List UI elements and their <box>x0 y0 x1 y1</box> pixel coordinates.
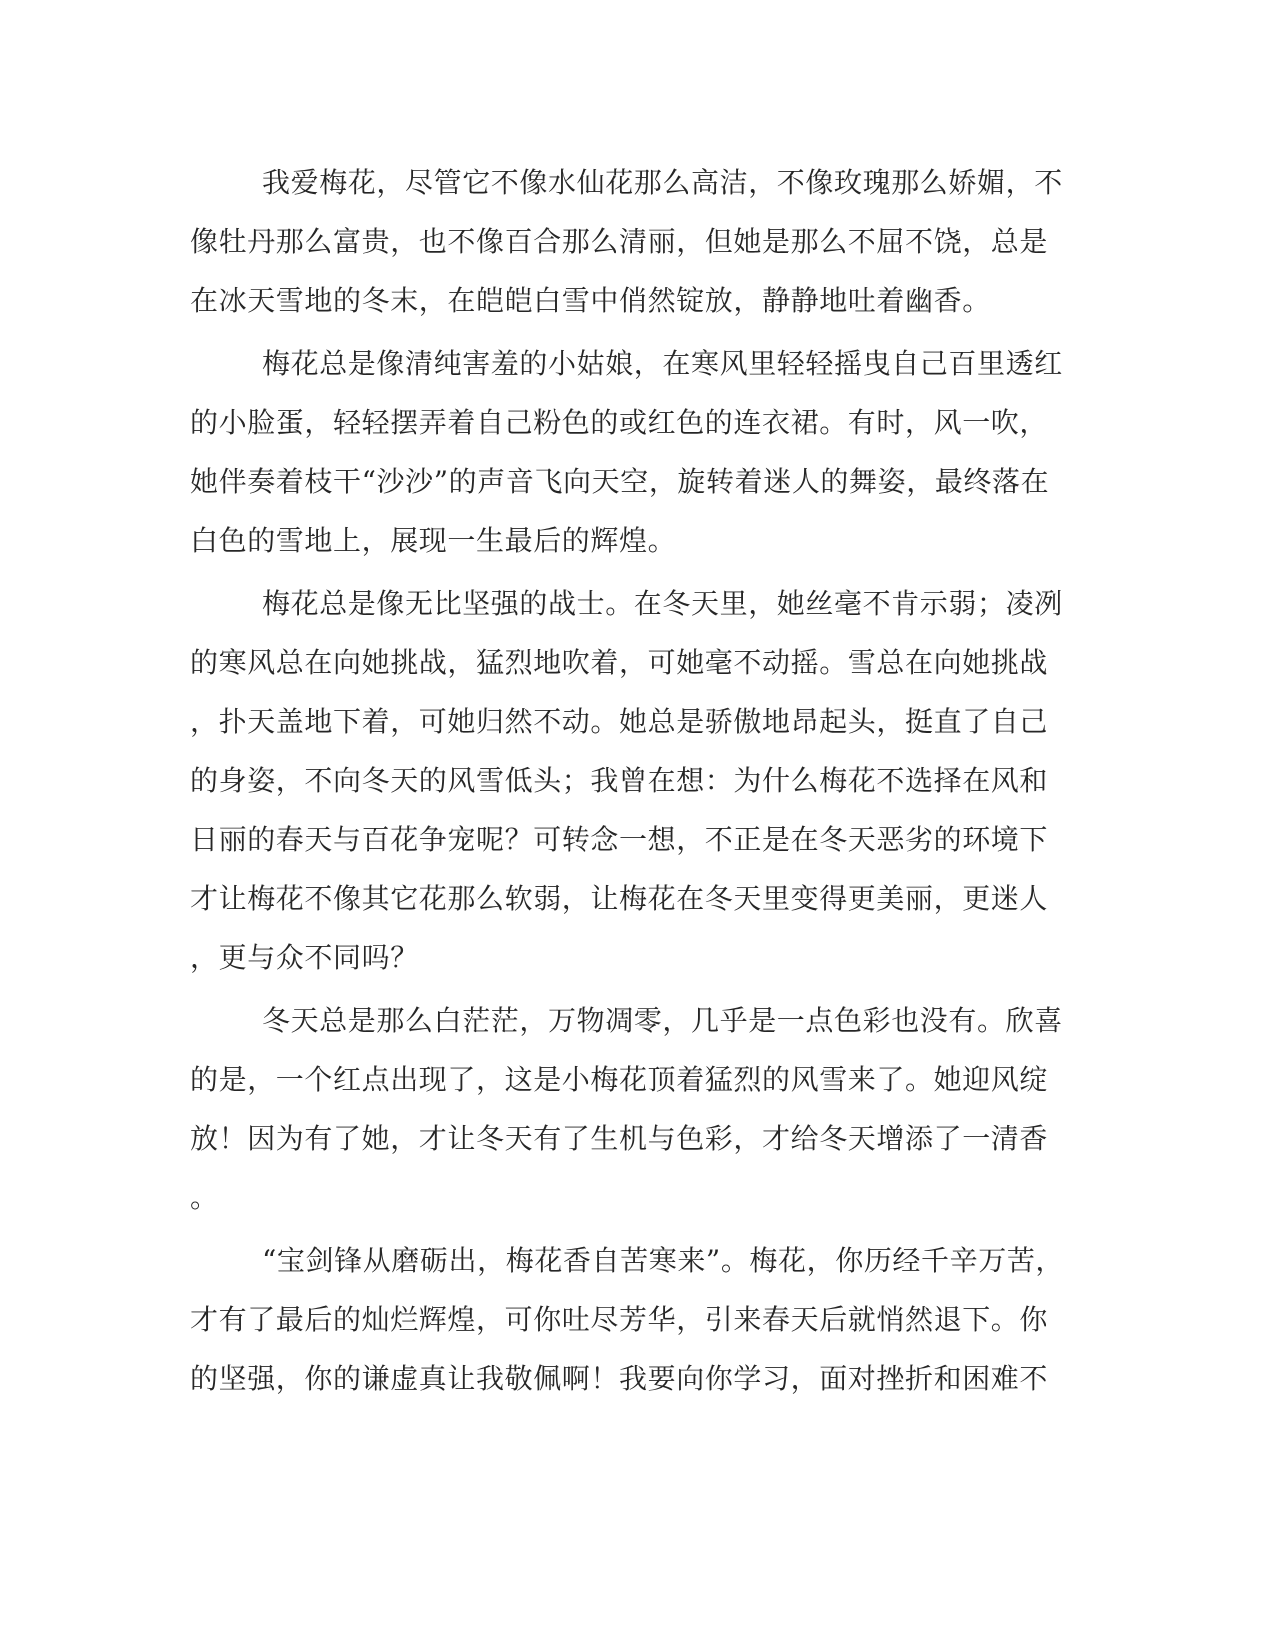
paragraph-3-line-6: 才让梅花不像其它花那么软弱，让梅花在冬天里变得更美丽，更迷人 <box>190 882 1049 915</box>
paragraph-3-line-1: 梅花总是像无比坚强的战士。在冬天里，她丝毫不肯示弱；凌冽 <box>262 587 1063 620</box>
paragraph-3-line-3: ，扑天盖地下着，可她归然不动。她总是骄傲地昂起头，挺直了自己 <box>190 705 1049 738</box>
paragraph-2-line-4: 白色的雪地上，展现一生最后的辉煌。 <box>190 524 677 557</box>
paragraph-5-line-1: “宝剑锋从磨砺出，梅花香自苦寒来”。梅花，你历经千辛万苦， <box>262 1244 1065 1277</box>
paragraph-4-line-2: 的是，一个红点出现了，这是小梅花顶着猛烈的风雪来了。她迎风绽 <box>190 1063 1049 1096</box>
paragraph-3-line-4: 的身姿，不向冬天的风雪低头；我曾在想：为什么梅花不选择在风和 <box>190 764 1049 797</box>
paragraph-5-line-3: 的坚强，你的谦虚真让我敬佩啊！我要向你学习，面对挫折和困难不 <box>190 1362 1049 1395</box>
paragraph-2-line-3: 她伴奏着枝干“沙沙”的声音飞向天空，旋转着迷人的舞姿，最终落在 <box>190 465 1050 498</box>
paragraph-3-line-7: ，更与众不同吗？ <box>190 941 419 974</box>
paragraph-5-line-2: 才有了最后的灿烂辉煌，可你吐尽芳华，引来春天后就悄然退下。你 <box>190 1303 1049 1336</box>
paragraph-4-line-4: 。 <box>190 1181 219 1214</box>
paragraph-3-line-2: 的寒风总在向她挑战，猛烈地吹着，可她毫不动摇。雪总在向她挑战 <box>190 646 1049 679</box>
paragraph-4-line-1: 冬天总是那么白茫茫，万物凋零，几乎是一点色彩也没有。欣喜 <box>262 1004 1063 1037</box>
paragraph-1-line-1: 我爱梅花，尽管它不像水仙花那么高洁，不像玫瑰那么娇媚，不 <box>262 166 1063 199</box>
paragraph-3-line-5: 日丽的春天与百花争宠呢？可转念一想，不正是在冬天恶劣的环境下 <box>190 823 1049 856</box>
paragraph-2-line-2: 的小脸蛋，轻轻摆弄着自己粉色的或红色的连衣裙。有时，风一吹， <box>190 406 1049 439</box>
paragraph-2-line-1: 梅花总是像清纯害羞的小姑娘，在寒风里轻轻摇曳自己百里透红 <box>262 347 1063 380</box>
paragraph-1-line-3: 在冰天雪地的冬末，在皑皑白雪中俏然锭放，静静地吐着幽香。 <box>190 284 991 317</box>
paragraph-1-line-2: 像牡丹那么富贵，也不像百合那么清丽，但她是那么不屈不饶，总是 <box>190 225 1049 258</box>
paragraph-4-line-3: 放！因为有了她，才让冬天有了生机与色彩，才给冬天增添了一清香 <box>190 1122 1049 1155</box>
